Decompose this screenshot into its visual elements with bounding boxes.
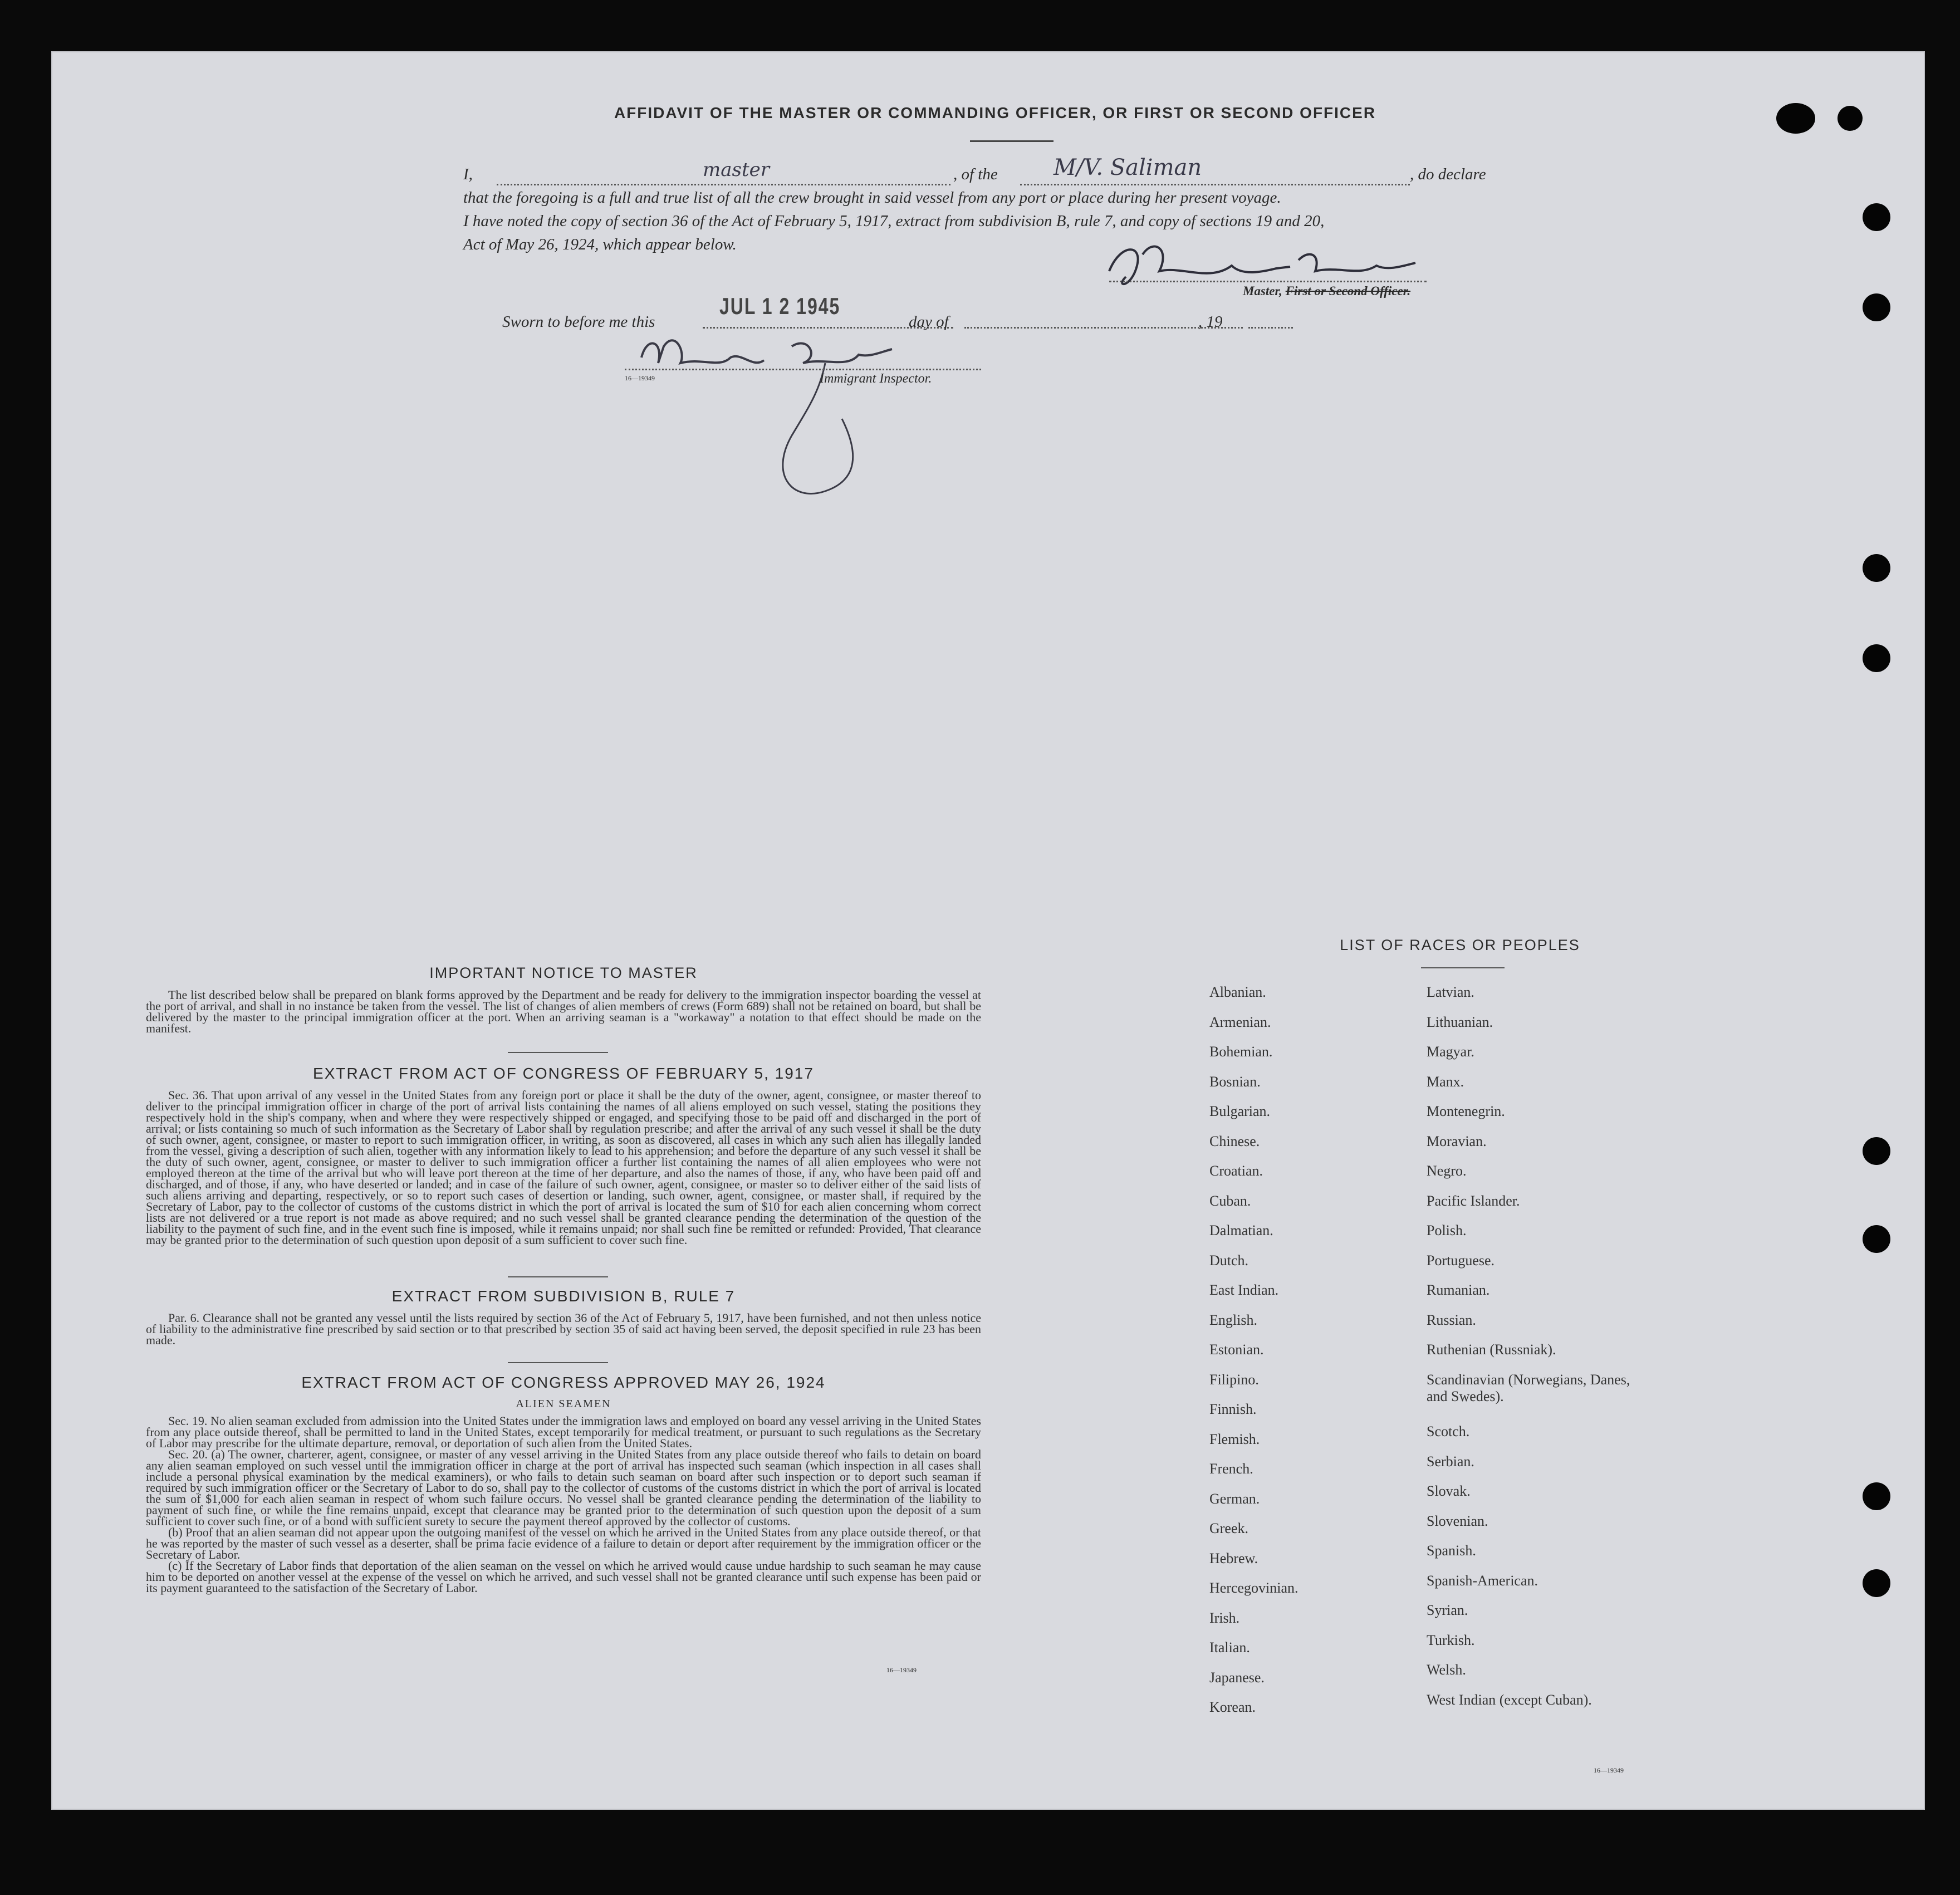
race-item: Korean. <box>1209 1699 1256 1715</box>
extract-1917-title: EXTRACT FROM ACT OF CONGRESS OF FEBRUARY 5, 1917 <box>313 1065 814 1082</box>
race-item: Filipino. <box>1209 1371 1259 1388</box>
date-stamp: JUL 1 2 1945 <box>719 293 841 320</box>
race-item: Scandinavian (Norwegians, Danes, and Swedes). <box>1427 1371 1630 1404</box>
binder-hole <box>1863 554 1890 582</box>
binder-hole <box>1863 1482 1890 1510</box>
affidavit-form-number: 16—19349 <box>625 374 655 382</box>
race-item: Polish. <box>1427 1222 1467 1238</box>
race-item: Lithuanian. <box>1427 1013 1493 1030</box>
affidavit-line3: I have noted the copy of section 36 of the Act of February 5, 1917, extract from subdivision B, rule 7, and copy of sections 19 and 20, <box>463 212 1325 230</box>
extract-1924-title: EXTRACT FROM ACT OF CONGRESS APPROVED MAY 26, 1924 <box>301 1374 826 1391</box>
races-form-number: 16—19349 <box>1594 1766 1624 1774</box>
inspector-signature <box>625 324 937 536</box>
race-item: English. <box>1209 1311 1257 1328</box>
race-item: Hercegovinian. <box>1209 1580 1298 1596</box>
race-item: Bosnian. <box>1209 1073 1261 1090</box>
race-item: Turkish. <box>1427 1632 1475 1648</box>
race-item: Greek. <box>1209 1520 1249 1536</box>
race-item: Welsh. <box>1427 1662 1466 1678</box>
race-item: French. <box>1209 1461 1253 1477</box>
race-item: Japanese. <box>1209 1669 1265 1686</box>
officer-struck: First or Second Officer. <box>1285 284 1411 298</box>
races-title: LIST OF RACES OR PEOPLES <box>1340 937 1580 953</box>
race-item: Portuguese. <box>1427 1252 1495 1269</box>
race-item: Spanish-American. <box>1427 1572 1538 1589</box>
race-item: West Indian (except Cuban). <box>1427 1691 1592 1708</box>
binder-hole <box>1863 203 1890 231</box>
race-item: Pacific Islander. <box>1427 1192 1520 1209</box>
race-item: Bulgarian. <box>1209 1103 1271 1119</box>
notice-divider <box>508 1052 608 1053</box>
extract-1924-text <box>146 1416 981 1594</box>
subdivision-title: EXTRACT FROM SUBDIVISION B, RULE 7 <box>391 1287 736 1305</box>
alien-seamen-subtitle: ALIEN SEAMEN <box>516 1398 611 1410</box>
affidavit-line2: that the foregoing is a full and true list of all the crew brought in said vessel from any port or place during her present voyage. <box>463 189 1281 207</box>
race-item: Dalmatian. <box>1209 1222 1273 1238</box>
race-item: Syrian. <box>1427 1602 1468 1619</box>
rank-handwritten: master <box>703 159 770 181</box>
race-item: Cuban. <box>1209 1192 1251 1209</box>
race-item: Bohemian. <box>1209 1044 1273 1060</box>
notice-text: The list described below shall be prepared on blank forms approved by the Department and be ready for delivery to the immigration inspector boarding the vessel at the port of arrival, and shall in no instance be taken from the vessel. The list of changes of alien members of crews (Form 689) shall not be retained on board, but shall be delivered by the master to the principal immigration officer at the port. When an arriving seaman is a "workaway" a notation to that effect should be made on the manifest. <box>146 988 981 1035</box>
race-item: East Indian. <box>1209 1282 1279 1298</box>
declare-label: , do declare <box>1410 165 1486 183</box>
race-item: Estonian. <box>1209 1341 1264 1358</box>
race-item: Moravian. <box>1427 1133 1487 1149</box>
affidavit-i: I, <box>463 165 473 183</box>
race-item: Italian. <box>1209 1639 1250 1656</box>
race-item: Russian. <box>1427 1311 1476 1328</box>
race-item: Slovak. <box>1427 1483 1471 1500</box>
race-item: Scotch. <box>1427 1423 1470 1440</box>
inspector-label: Immigrant Inspector. <box>820 371 932 386</box>
ink-blot <box>1837 106 1863 131</box>
extract-1917-text: Sec. 36. That upon arrival of any vessel in the United States from any foreign port or place it shall be the duty of the owner, agent, consignee, or master thereof to deliver to the principal immigration officer in charge of the port of arrival lists containing the names of all aliens employed on such vessel, stating the positions they respectively hold in the ship's company, when and where they were respectively shipped or engaged, and specifying those to be paid off and discharged in the port of arrival; or lists containing so much of such information as the Secretary of Labor shall by regulation prescribe; and after the arrival of any such vessel it shall be the duty of such owner, agent, consignee, or master to report to such immigration officer, in writing, as soon as discovered, all cases in which any such alien has illegally landed from the vessel, giving a description of such alien, together with any information likely to lead to his apprehension; and before the departure of any such vessel it shall be the duty of such owner, agent, consignee, or master to deliver to such immigration officer a further list containing the names of all alien employees who were not employed thereon at the time of the arrival but who will leave port thereon at the time of her departure, and also the names of those, if any, who have been paid off and discharged, and of those, if any, who have deserted or landed; and in case of the failure of such owner, agent, consignee, or master so to deliver either of the said lists of such aliens arriving and departing, respectively, or so to report such cases of desertion or landing, such owner, agent, consignee, or master shall, if required by the Secretary of Labor, pay to the collector of customs of the customs district in which the port of arrival is located the sum of $10 for each alien concerning whom correct lists are not delivered or a true report is not made as above required; and no such vessel shall be granted clearance pending the determination of the question of the liability to the payment of such fine, and in the event such fine is imposed, while it remains unpaid; nor shall such fine be remitted or refunded: Provided, That clearance may be granted prior to the determination of such question upon deposit of a sum sufficient to cover such fine. <box>146 1088 981 1247</box>
day-of-label: day of <box>909 313 949 331</box>
notice-title: IMPORTANT NOTICE TO MASTER <box>429 964 698 981</box>
race-item: Chinese. <box>1209 1133 1260 1149</box>
vessel-handwritten: M/V. Saliman <box>1054 155 1202 180</box>
extract-1924-form-number: 16—19349 <box>886 1666 917 1674</box>
races-list <box>1209 984 1878 1775</box>
race-item: Albanian. <box>1209 984 1266 1000</box>
subdivision-divider <box>508 1362 608 1363</box>
title-divider <box>970 140 1054 142</box>
race-item: Slovenian. <box>1427 1512 1488 1529</box>
race-item: Rumanian. <box>1427 1282 1490 1298</box>
affidavit-line4: Act of May 26, 1924, which appear below. <box>463 236 737 253</box>
officer-caption <box>1243 284 1410 298</box>
race-item: Magyar. <box>1427 1044 1474 1060</box>
sworn-label: Sworn to before me this <box>502 313 655 331</box>
race-item: Spanish. <box>1427 1543 1476 1559</box>
race-item: Irish. <box>1209 1609 1240 1626</box>
sec20c-text: (c) If the Secretary of Labor finds that deportation of the alien seaman on the vessel on which he arrived would cause undue hardship to such seaman he may cause him to be deported on another vessel at the expense of the vessel on which he arrived, and such vessel shall not be granted clearance until such expense has been paid or its payment guaranteed to the satisfaction of the Secretary of Labor. <box>146 1559 981 1595</box>
signature-line <box>1109 281 1427 282</box>
race-item: Ruthenian (Russniak). <box>1427 1341 1556 1358</box>
race-item: Dutch. <box>1209 1252 1249 1269</box>
race-item: Hebrew. <box>1209 1550 1258 1566</box>
subdivision-text: Par. 6. Clearance shall not be granted any vessel until the lists required by section 36 of the Act of February 5, 1917, have been furnished, and not then unless notice of liability to the administrative fine prescribed by said section or to that prescribed by section 35 of said act having been served, the deposit specified in rule 23 has been made. <box>146 1311 981 1347</box>
binder-hole <box>1863 1137 1890 1165</box>
race-item: German. <box>1209 1490 1260 1507</box>
race-item: Negro. <box>1427 1163 1467 1179</box>
master-label: Master, <box>1243 284 1282 298</box>
race-item: Serbian. <box>1427 1453 1474 1470</box>
sec20b-text: (b) Proof that an alien seaman did not appear upon the outgoing manifest of the vessel on which he arrived in the United States from any place outside thereof, or that he was reported by the master of such vessel as a deserter, shall be prima facie evidence of a failure to detain or deport after requirement by the immigration officer or the Secretary of Labor. <box>146 1525 981 1561</box>
of-the-label: , of the <box>953 165 998 183</box>
race-item: Finnish. <box>1209 1401 1257 1417</box>
year-label: , 19 <box>1198 313 1223 331</box>
binder-hole <box>1863 644 1890 672</box>
inspector-signature-line <box>625 369 981 370</box>
race-item: Croatian. <box>1209 1163 1263 1179</box>
races-divider <box>1421 967 1505 968</box>
race-item: Armenian. <box>1209 1013 1271 1030</box>
extract-1917-divider <box>508 1276 608 1277</box>
ink-blot <box>1776 103 1815 134</box>
race-item: Manx. <box>1427 1073 1464 1090</box>
sec19-text: Sec. 19. No alien seaman excluded from admission into the United States under the immigration laws and employed on board any vessel arriving in the United States from any place outside thereof, shall be permitted to land in the United States, except temporarily for medical treatment, or pursuant to such regulations as the Secretary of Labor may prescribe for the ultimate departure, removal, or deportation of such alien from the United States. <box>146 1414 981 1450</box>
race-item: Montenegrin. <box>1427 1103 1505 1119</box>
binder-hole <box>1863 1225 1890 1253</box>
race-item: Flemish. <box>1209 1431 1260 1447</box>
sec20a-text: Sec. 20. (a) The owner, charterer, agent, consignee, or master of any vessel arriving in the United States from any place outside thereof who fails to detain on board any alien seaman employed on such vessel until the immigration officer in charge at the port of arrival has inspected such seaman (which inspection in all cases shall include a personal physical examination by the medical examiners), or who fails to detain such seaman on board after such inspection or to deport such seaman if required by such immigration officer or the Secretary of Labor to do so, shall pay to the collector of customs of the customs district in which the port of arrival is located the sum of $1,000 for each alien seaman in respect of whom such failure occurs. No vessel shall be granted clearance pending the determination of the liability to payment of such fine, or while the fine remains unpaid, except that clearance may be granted prior to the determination of such question upon the deposit of a sum sufficient to cover such fine, or of a bond with sufficient surety to secure the payment thereof approved by the collector of customs. <box>146 1447 981 1528</box>
binder-hole <box>1863 1569 1890 1597</box>
year-field <box>1248 327 1293 329</box>
binder-hole <box>1863 293 1890 321</box>
document-page <box>51 51 1925 1810</box>
race-item: Latvian. <box>1427 984 1474 1000</box>
affidavit-title: AFFIDAVIT OF THE MASTER OR COMMANDING OFFICER, OR FIRST OR SECOND OFFICER <box>614 104 1376 121</box>
